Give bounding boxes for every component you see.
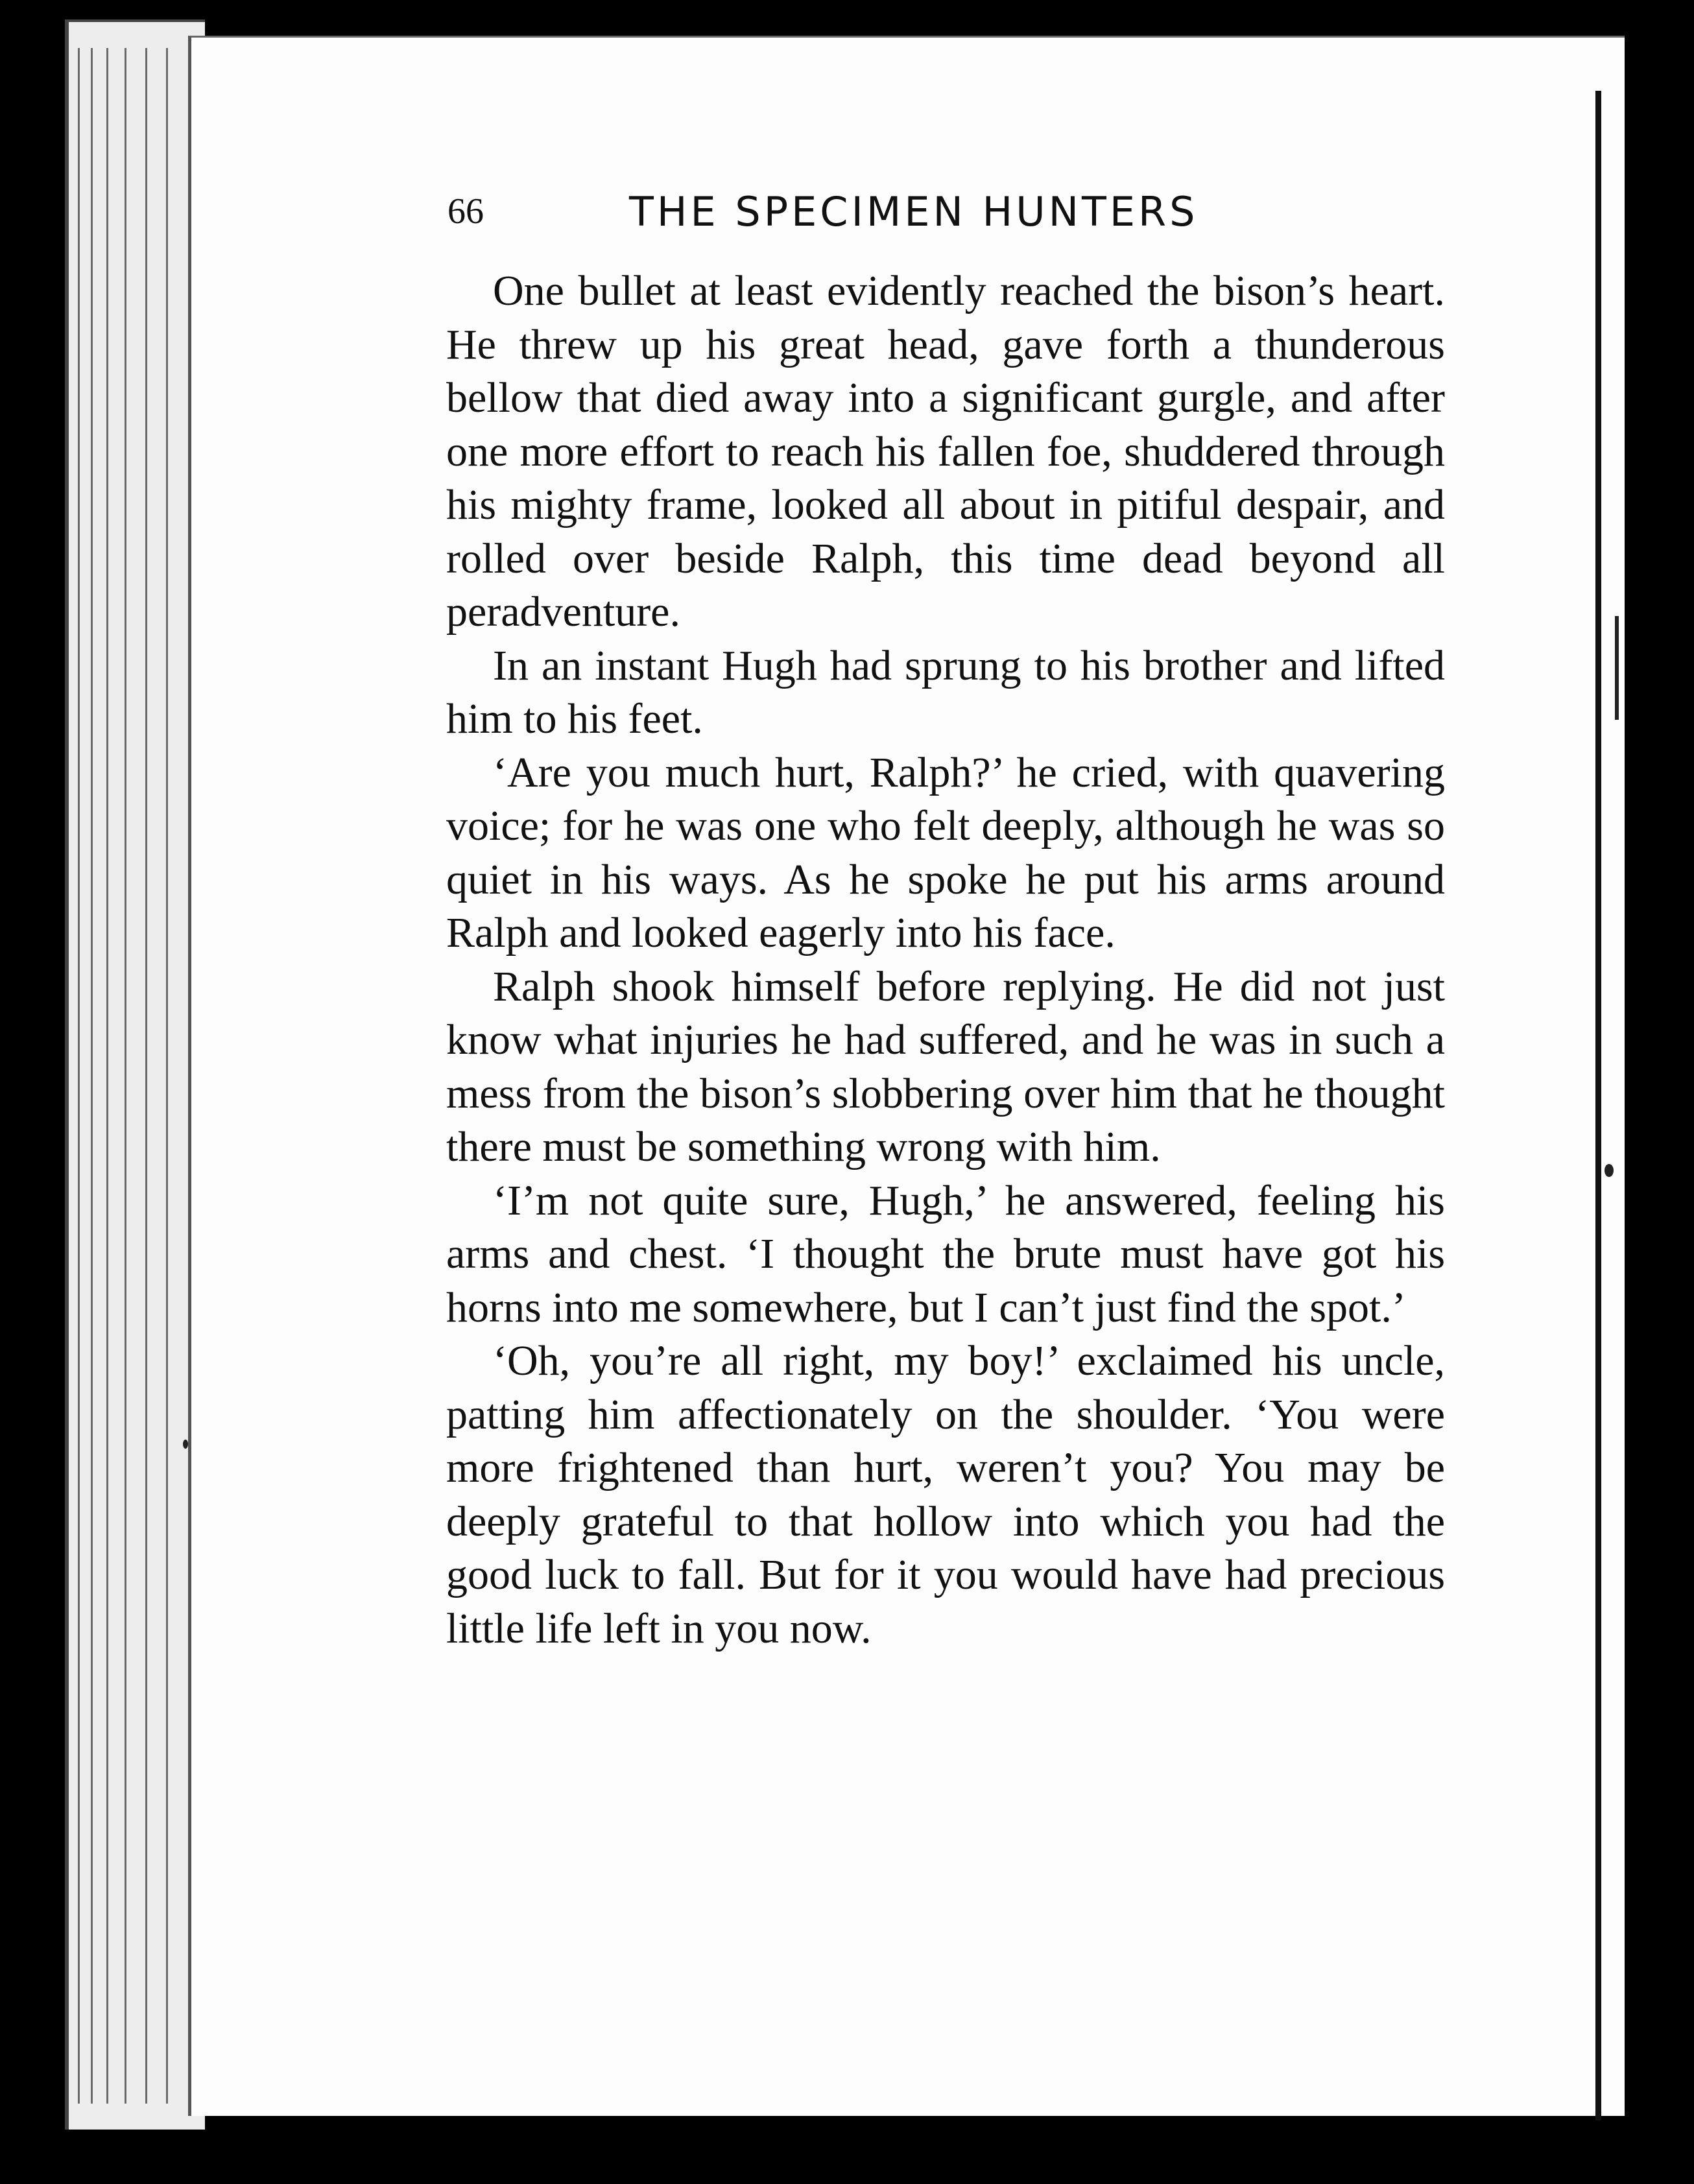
page-number: 66 — [447, 191, 484, 231]
paragraph: Ralph shook himself before replying. He did not just know what injuries he had suffered, and he was in such a mess from the bison’s slobbering over him that he thought there must be something wrong with him. — [446, 962, 1445, 1170]
page-stack-edge — [65, 19, 205, 2130]
page-header — [447, 188, 1271, 240]
page-edge-line — [166, 48, 168, 2104]
scan-mark — [183, 1440, 188, 1449]
page-edge-line — [145, 48, 147, 2104]
scan-mark — [1615, 616, 1619, 720]
scan-mark — [1605, 1164, 1614, 1177]
body-text — [446, 265, 1445, 1656]
page-gutter-shadow — [1595, 91, 1601, 2120]
paragraph: ‘Are you much hurt, Ralph?’ he cried, with quavering voice; for he was one who felt deeply, although he was so quiet in his ways. As he spoke he put his arms around Ralph and looked eagerly into his face. — [446, 748, 1445, 956]
paragraph: ‘Oh, you’re all right, my boy!’ exclaimed his uncle, patting him affectionately on the shoulder. ‘You were more frightened than hurt, weren’t you? You may be deeply grateful to that hollow into which you had the good luck to fall. But for it you would have had precious little life left in you now. — [446, 1337, 1445, 1652]
running-head: THE SPECIMEN HUNTERS — [629, 188, 1199, 235]
paragraph: ‘I’m not quite sure, Hugh,’ he answered, feeling his arms and chest. ‘I thought the brute must have got his horns into me somewhere, but I can’t just find the spot.’ — [446, 1176, 1445, 1331]
paragraph: One bullet at least evidently reached the bison’s heart. He threw up his great head, gave forth a thunderous bellow that died away into a significant gurgle, and after one more effort to reach his fallen foe, shuddered through his mighty frame, looked all about in pitiful despair, and rolled over beside Ralph, this time dead beyond all peradventure. — [446, 267, 1445, 635]
page-edge-line — [78, 48, 80, 2104]
page-edge-line — [106, 48, 108, 2104]
page-edge-line — [125, 48, 126, 2104]
paragraph: In an instant Hugh had sprung to his brother and lifted him to his feet. — [446, 641, 1445, 742]
page-edge-line — [91, 48, 93, 2104]
